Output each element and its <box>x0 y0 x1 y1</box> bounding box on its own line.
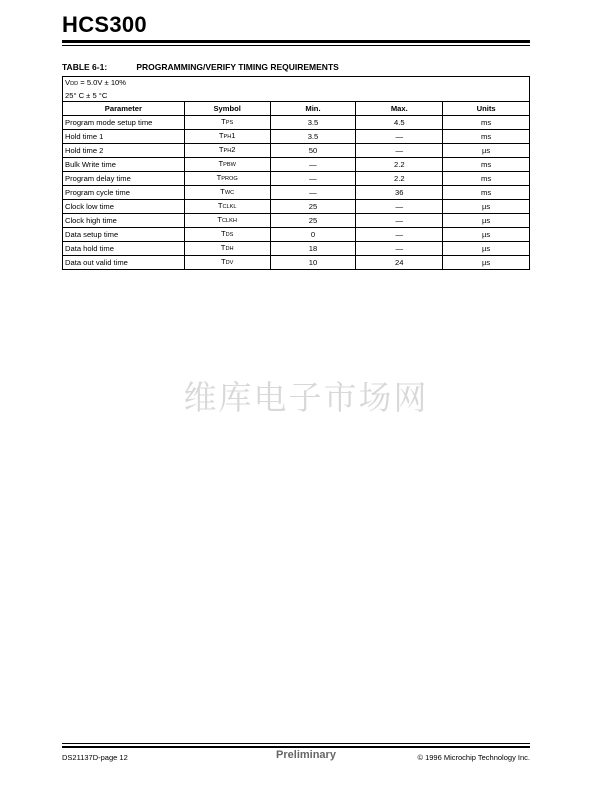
footer-copyright: © 1996 Microchip Technology Inc. <box>417 753 530 762</box>
units-cell: µs <box>443 242 530 256</box>
table-row <box>63 172 530 186</box>
table-row <box>63 256 530 270</box>
min-cell: 25 <box>270 214 356 228</box>
table-row <box>63 242 530 256</box>
conditions-cell <box>63 77 530 102</box>
min-cell: 3.5 <box>270 130 356 144</box>
parameter-cell: Program mode setup time <box>63 116 185 130</box>
parameter-cell: Program delay time <box>63 172 185 186</box>
max-cell: 2.2 <box>356 158 443 172</box>
min-cell: 18 <box>270 242 356 256</box>
min-cell: 3.5 <box>270 116 356 130</box>
parameter-cell: Hold time 2 <box>63 144 185 158</box>
symbol-cell: TPH2 <box>184 144 270 158</box>
column-header-units: Units <box>443 102 530 116</box>
symbol-cell: TWC <box>184 186 270 200</box>
table-row <box>63 186 530 200</box>
units-cell: µs <box>443 144 530 158</box>
parameter-cell: Clock low time <box>63 200 185 214</box>
parameter-cell: Data hold time <box>63 242 185 256</box>
table-caption-title: PROGRAMMING/VERIFY TIMING REQUIREMENTS <box>136 62 339 72</box>
max-cell: 4.5 <box>356 116 443 130</box>
table-caption <box>62 62 339 72</box>
units-cell: µs <box>443 228 530 242</box>
units-cell: ms <box>443 172 530 186</box>
symbol-cell: TDS <box>184 228 270 242</box>
units-cell: ms <box>443 186 530 200</box>
max-cell: 36 <box>356 186 443 200</box>
min-cell: — <box>270 172 356 186</box>
symbol-cell: TDV <box>184 256 270 270</box>
parameter-cell: Clock high time <box>63 214 185 228</box>
parameter-cell: Bulk Write time <box>63 158 185 172</box>
units-cell: ms <box>443 158 530 172</box>
column-header-parameter: Parameter <box>63 102 185 116</box>
symbol-cell: TCLKH <box>184 214 270 228</box>
min-cell: 0 <box>270 228 356 242</box>
table-row <box>63 214 530 228</box>
watermark: 维库电子市场网 <box>183 378 429 417</box>
table-row <box>63 228 530 242</box>
footer-rule <box>62 746 530 748</box>
max-cell: 2.2 <box>356 172 443 186</box>
units-cell: ms <box>443 116 530 130</box>
page-title: HCS300 <box>62 12 147 37</box>
units-cell: ms <box>443 130 530 144</box>
units-cell: µs <box>443 200 530 214</box>
max-cell: — <box>356 228 443 242</box>
table-caption-number: TABLE 6-1: <box>62 62 108 72</box>
max-cell: — <box>356 214 443 228</box>
max-cell: — <box>356 130 443 144</box>
max-cell: — <box>356 200 443 214</box>
parameter-cell: Program cycle time <box>63 186 185 200</box>
parameter-cell: Data setup time <box>63 228 185 242</box>
column-header-symbol: Symbol <box>184 102 270 116</box>
parameter-cell: Data out valid time <box>63 256 185 270</box>
column-header-min: Min. <box>270 102 356 116</box>
min-cell: 10 <box>270 256 356 270</box>
table-row <box>63 200 530 214</box>
footer-doc-id: DS21137D-page 12 <box>62 753 128 762</box>
vdd-condition: VDD = 5.0V ± 10% <box>65 78 127 87</box>
parameter-cell: Hold time 1 <box>63 130 185 144</box>
table-row <box>63 144 530 158</box>
table-row <box>63 116 530 130</box>
min-cell: 50 <box>270 144 356 158</box>
min-cell: 25 <box>270 200 356 214</box>
header-rule <box>62 40 530 43</box>
table-header-row <box>63 102 530 116</box>
min-cell: — <box>270 158 356 172</box>
footer-rule-thin <box>62 743 530 744</box>
units-cell: µs <box>443 214 530 228</box>
symbol-cell: TPBW <box>184 158 270 172</box>
min-cell: — <box>270 186 356 200</box>
symbol-cell: TPS <box>184 116 270 130</box>
conditions-row <box>63 77 530 102</box>
table-row <box>63 130 530 144</box>
column-header-max: Max. <box>356 102 443 116</box>
symbol-cell: TPROG <box>184 172 270 186</box>
units-cell: µs <box>443 256 530 270</box>
timing-table <box>62 76 530 270</box>
max-cell: — <box>356 144 443 158</box>
header-rule-thin <box>62 45 530 46</box>
symbol-cell: TCLKL <box>184 200 270 214</box>
max-cell: 24 <box>356 256 443 270</box>
table-row <box>63 158 530 172</box>
max-cell: — <box>356 242 443 256</box>
temp-condition: 25° C ± 5 °C <box>65 91 108 100</box>
footer-status: Preliminary <box>276 749 336 761</box>
symbol-cell: TDH <box>184 242 270 256</box>
symbol-cell: TPH1 <box>184 130 270 144</box>
